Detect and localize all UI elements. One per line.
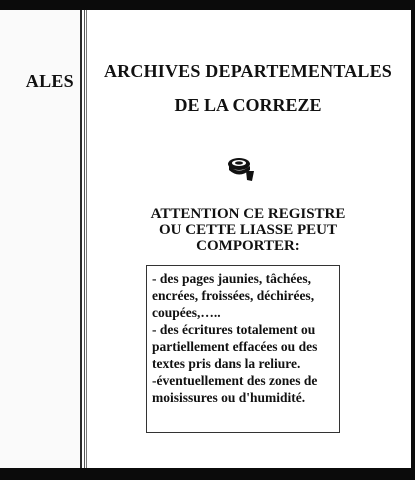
left-page-label: ALES — [25, 71, 74, 91]
warning-heading — [88, 206, 408, 254]
left-page — [0, 10, 81, 468]
notice-item: - des écritures totalement ou partiellement effacées ou des textes pris dans la reliure. — [152, 322, 318, 371]
notice-box — [146, 265, 340, 433]
page-title: ARCHIVES DEPARTEMENTALES — [103, 61, 393, 81]
main-page — [88, 12, 408, 464]
notice-item: - des pages jaunies, tâchées, encrées, froissées, déchirées, coupées,….. — [152, 271, 315, 320]
warning-line: ATTENTION CE REGISTRE — [150, 206, 346, 222]
spine-line — [84, 10, 85, 468]
archive-seal-icon — [226, 155, 256, 183]
notice-item: -éventuellement des zones de moisissures ou d'humidité. — [152, 373, 318, 405]
spine-line — [86, 10, 87, 468]
page-subtitle: DE LA CORREZE — [174, 95, 322, 115]
warning-line: COMPORTER: — [196, 238, 300, 254]
spine-line — [80, 10, 82, 468]
warning-line: OU CETTE LIASSE PEUT — [159, 222, 337, 238]
